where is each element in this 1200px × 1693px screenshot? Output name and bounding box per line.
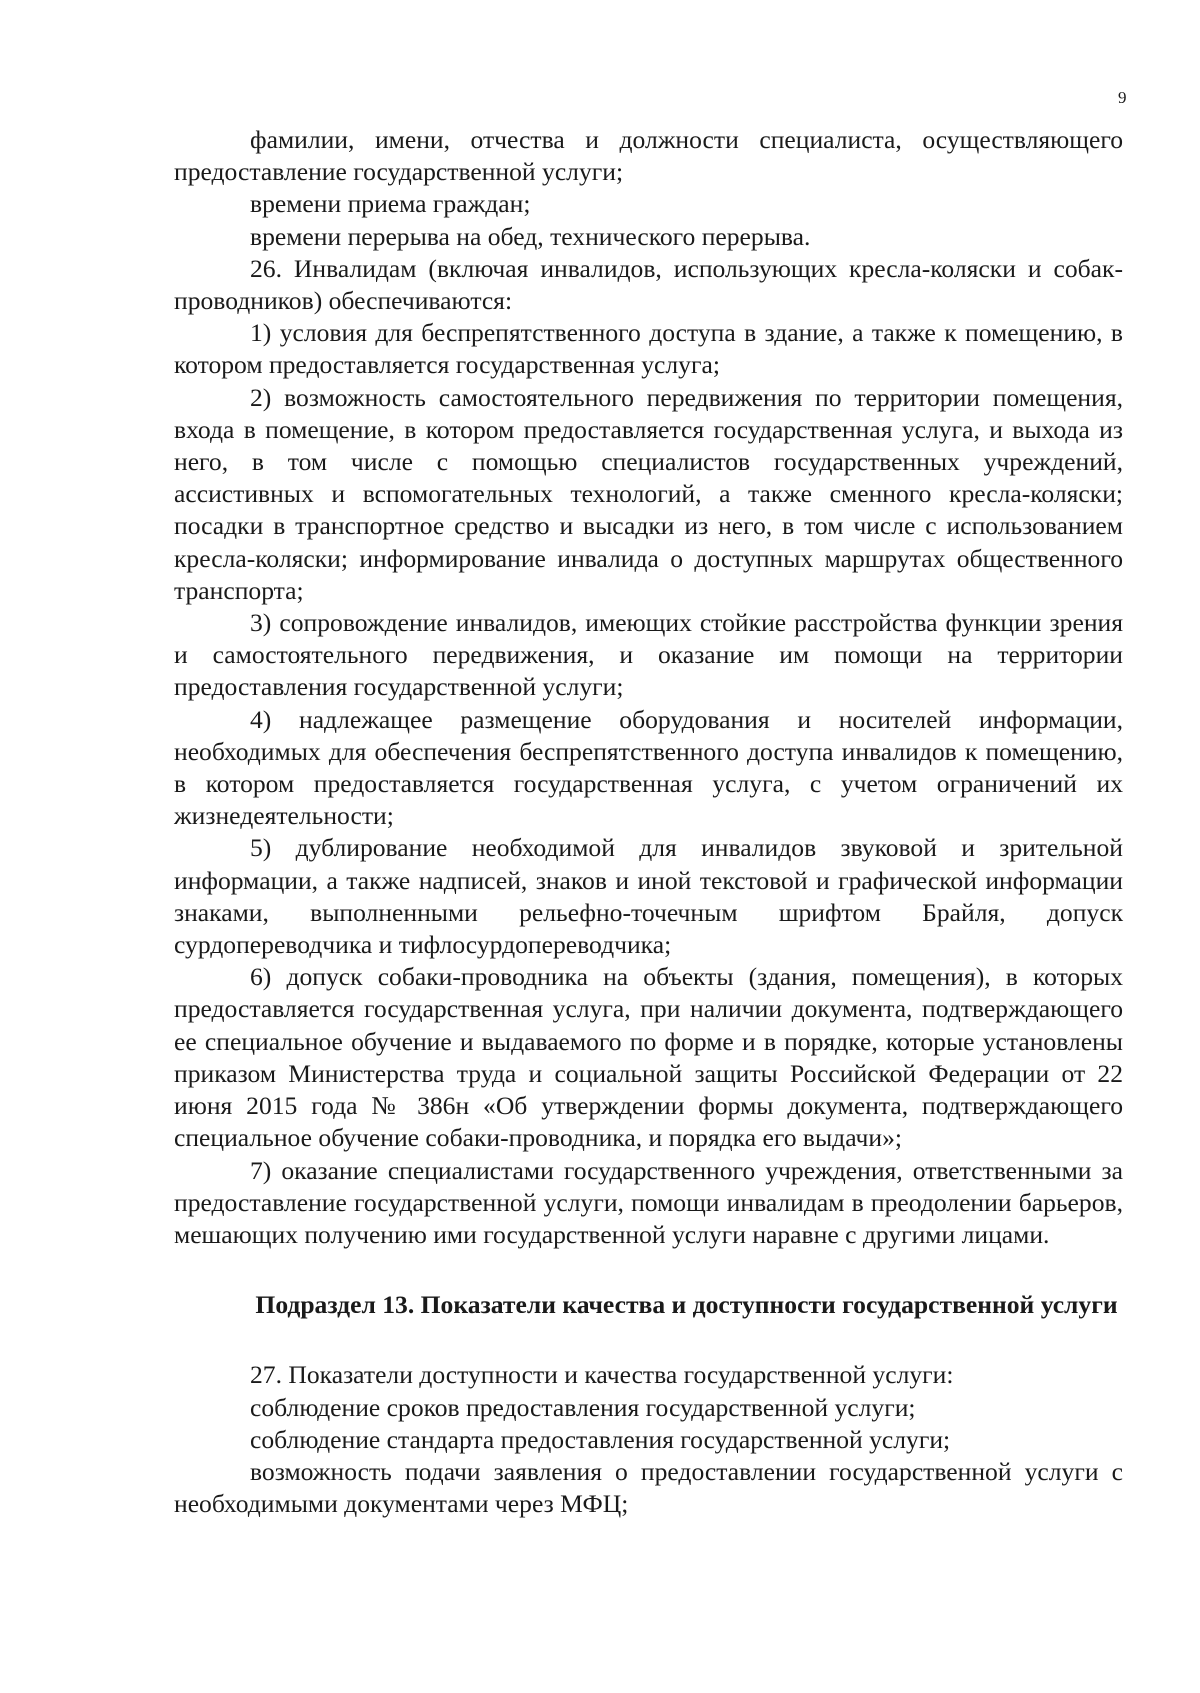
paragraph: 26. Инвалидам (включая инвалидов, использующих кресла-коляски и собак-проводников) обеспечиваются: bbox=[174, 253, 1123, 316]
spacer bbox=[174, 1321, 1123, 1359]
paragraph: 2) возможность самостоятельного передвижения по территории помещения, входа в помещение, в котором предоставляется государственная услуга, и выхода из него, в том числе с помощью специалистов государственных учреждений, ассистивных и вспомогательных технологий, а также сменного кресла-коляски; посадки в транспортное средство и высадки из него, в том числе с использованием кресла-коляски; информирование инвалида о доступных маршрутах общественного транспорта; bbox=[174, 382, 1123, 605]
paragraph: 6) допуск собаки-проводника на объекты (здания, помещения), в которых предоставляется государственная услуга, при наличии документа, подтверждающего ее специальное обучение и выдаваемого по форме и в порядке, которые установлены приказом Министерства труда и социальной защиты Российской Федерации от 22 июня 2015 года № 386н «Об утверждении формы документа, подтверждающего специальное обучение собаки-проводника, и порядка его выдачи»; bbox=[174, 962, 1123, 1153]
paragraph: 27. Показатели доступности и качества государственной услуги: bbox=[250, 1360, 954, 1390]
paragraph: соблюдение сроков предоставления государственной услуги; bbox=[250, 1392, 916, 1422]
page-number: 9 bbox=[1118, 88, 1127, 107]
paragraph: 3) сопровождение инвалидов, имеющих стойкие расстройства функции зрения и самостоятельного передвижения, и оказание им помощи на территории предоставления государственной услуги; bbox=[174, 608, 1123, 702]
paragraph: времени приема граждан; bbox=[250, 189, 531, 219]
paragraph: 1) условия для беспрепятственного доступа в здание, а также к помещению, в котором предоставляется государственная услуга; bbox=[174, 318, 1123, 380]
document-body bbox=[174, 124, 1123, 1520]
paragraph: 5) дублирование необходимой для инвалидов звуковой и зрительной информации, а также надписей, знаков и иной текстовой и графической информации знаками, выполненными рельефно-точечным шрифтом Брайля, допуск сурдопереводчика и тифлосурдопереводчика; bbox=[174, 833, 1123, 960]
paragraph: 7) оказание специалистами государственного учреждения, ответственными за предоставление государственной услуги, помощи инвалидам в преодолении барьеров, мешающих получению ими государственной услуги наравне с другими лицами. bbox=[174, 1155, 1123, 1249]
paragraph: возможность подачи заявления о предоставлении государственной услуги с необходимыми документами через МФЦ; bbox=[174, 1456, 1123, 1519]
paragraph: 4) надлежащее размещение оборудования и носителей информации, необходимых для обеспечения беспрепятственного доступа инвалидов к помещению, в котором предоставляется государственная услуга, с учетом ограничений их жизнедеятельности; bbox=[174, 704, 1123, 831]
paragraph: времени перерыва на обед, технического перерыва. bbox=[250, 221, 811, 251]
section-heading: Подраздел 13. Показатели качества и доступности государственной услуги bbox=[255, 1290, 1118, 1320]
paragraph: фамилии, имени, отчества и должности специалиста, осуществляющего предоставление государственной услуги; bbox=[174, 125, 1123, 187]
paragraph: соблюдение стандарта предоставления государственной услуги; bbox=[250, 1424, 951, 1454]
